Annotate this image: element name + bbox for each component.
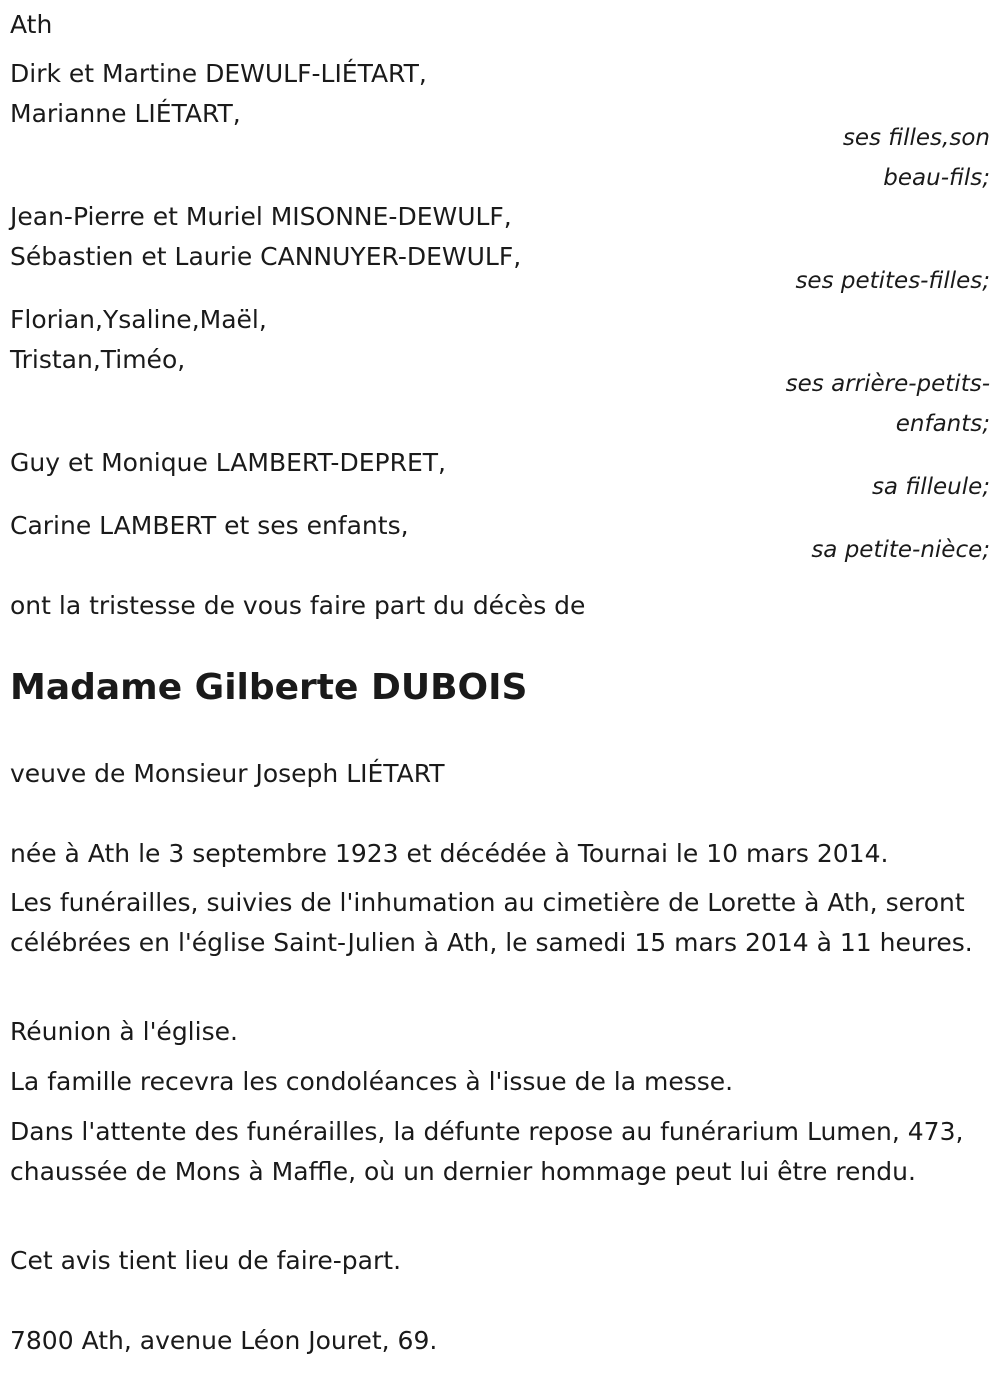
- family-relation: beau-fils;: [883, 165, 990, 191]
- family-name: Florian,Ysaline,Maël,: [10, 305, 267, 334]
- family-relation: sa petite-nièce;: [811, 537, 990, 563]
- family-relation: sa filleule;: [871, 474, 990, 500]
- family-name: Jean-Pierre et Muriel MISONNE-DEWULF,: [10, 202, 512, 231]
- announcement-text: ont la tristesse de vous faire part du décès de: [10, 591, 586, 620]
- location-heading: Ath: [10, 10, 53, 39]
- family-relation: enfants;: [895, 411, 990, 437]
- widow-of-text: veuve de Monsieur Joseph LIÉTART: [10, 759, 445, 788]
- family-name: Carine LAMBERT et ses enfants,: [10, 511, 409, 540]
- notice-text: Cet avis tient lieu de faire-part.: [10, 1246, 402, 1275]
- family-name: Sébastien et Laurie CANNUYER-DEWULF,: [10, 242, 522, 271]
- deceased-name: Madame Gilberte DUBOIS: [10, 667, 528, 708]
- condolences-text: La famille recevra les condoléances à l'issue de la messe.: [10, 1067, 734, 1096]
- meeting-text: Réunion à l'église.: [10, 1017, 238, 1046]
- birth-death-text: née à Ath le 3 septembre 1923 et décédée à Tournai le 10 mars 2014.: [10, 839, 889, 868]
- family-name: Tristan,Timéo,: [10, 345, 186, 374]
- family-relation: ses filles,son: [842, 125, 990, 151]
- family-name: Marianne LIÉTART,: [10, 99, 241, 128]
- family-relation: ses petites-filles;: [795, 268, 990, 294]
- address-text: 7800 Ath, avenue Léon Jouret, 69.: [10, 1326, 438, 1355]
- family-relation: ses arrière-petits-: [785, 371, 990, 397]
- funerarium-text: Dans l'attente des funérailles, la défunte repose au funérarium Lumen, 473, chaussée de Mons à Maffle, où un dernier hommage peut lui être rendu.: [10, 1117, 964, 1186]
- family-name: Guy et Monique LAMBERT-DEPRET,: [10, 448, 446, 477]
- family-name: Dirk et Martine DEWULF-LIÉTART,: [10, 59, 427, 88]
- funeral-text: Les funérailles, suivies de l'inhumation au cimetière de Lorette à Ath, seront célébrées en l'église Saint-Julien à Ath, le samedi 15 mars 2014 à 11 heures.: [10, 888, 973, 957]
